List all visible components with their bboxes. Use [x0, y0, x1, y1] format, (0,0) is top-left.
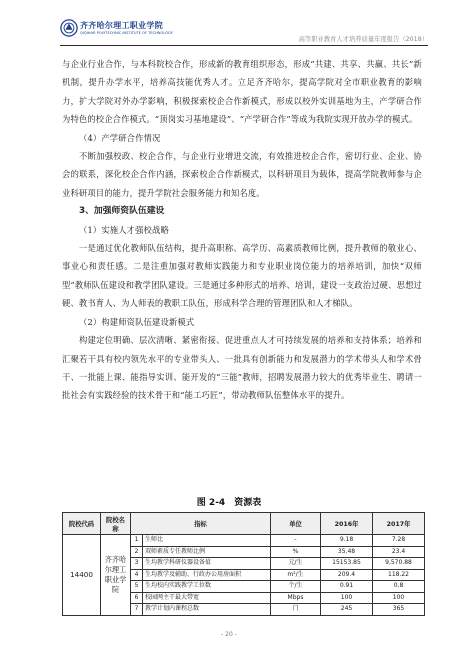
- column-header: 2016年: [321, 513, 373, 535]
- section-heading: 3、加强师资队伍建设: [79, 206, 165, 217]
- row-number: 5: [131, 581, 143, 593]
- paragraph: 不断加强校政、校企合作，与企业行业增进交流，有效推进校企合作，密切行业、企业、协会的联系，深化校企合作内涵，探索校企合作新模式，以科研项目为载体，提高学院教师参与企业科研项目的能力，提升学院社会服务能力和知名度。: [62, 151, 422, 198]
- column-header: 指标: [131, 513, 271, 535]
- indicator-cell: 生均教学及辅助、行政办公用房面积: [143, 569, 271, 581]
- paragraph: 构建定位明确、层次清晰、紧密衔接、促进重点人才可持续发展的培养和支持体系；培养和汇聚若干具有校内领先水平的专业带头人、一批具有创新能力和发展潜力的学术带头人和学术骨干、一批能上课、能指导实训、能开发的“三能”教师，招聘发展潜力较大的优秀毕业生、聘请一批社会有实践经验的技术骨干和“能工巧匠”，带动教师队伍整体水平的提升。: [62, 335, 422, 401]
- value-2016-cell: 15153.85: [321, 558, 373, 570]
- unit-cell: -: [271, 535, 321, 547]
- subheading: （2）构建师资队伍建设新模式: [79, 316, 195, 327]
- school-logo-icon: [60, 19, 78, 37]
- unit-cell: 元/生: [271, 558, 321, 570]
- subheading: （4）产学研合作情况: [79, 132, 161, 143]
- unit-cell: %: [271, 546, 321, 558]
- row-number: 4: [131, 569, 143, 581]
- column-header: 院校名称: [101, 513, 131, 535]
- row-number: 1: [131, 535, 143, 547]
- value-2017-cell: 7.28: [373, 535, 425, 547]
- row-number: 2: [131, 546, 143, 558]
- resource-table: [62, 512, 425, 616]
- value-2017-cell: 100: [373, 592, 425, 604]
- paragraph: 与企业行业合作，与本科院校合作，形成新的教育组织形态，形成“共建、共享、共赢、共长”新机制，提升办学水平，培养高技能优秀人才。立足齐齐哈尔，提高学院对全市职业教育的影响力，扩大学院对外办学影响，积极探索校企合作新模式，形成以校外实训基地为主，产学研合作为特色的校企合作模式。“顶岗实习基地建设”、“产学研合作”等成为我院实现开放办学的模式。: [62, 59, 422, 125]
- unit-cell: Mbps: [271, 592, 321, 604]
- value-2017-cell: 9,570.88: [373, 558, 425, 570]
- column-header: 院校代码: [63, 513, 101, 535]
- table-header-row: [63, 513, 425, 535]
- school-name-cell: 齐齐哈尔理工职业学院: [101, 535, 131, 616]
- column-header: 单位: [271, 513, 321, 535]
- unit-cell: 门: [271, 604, 321, 616]
- unit-cell: 个/生: [271, 581, 321, 593]
- report-title: 高等职业教育人才培养质量年度报告（2018）: [298, 36, 428, 43]
- indicator-cell: 生均教学科研仪器设备值: [143, 558, 271, 570]
- unit-cell: m²/生: [271, 569, 321, 581]
- indicator-cell: 双师素质专任教师比例: [143, 546, 271, 558]
- indicator-cell: 生均校内实践教学工位数: [143, 581, 271, 593]
- value-2016-cell: 100: [321, 592, 373, 604]
- row-number: 7: [131, 604, 143, 616]
- value-2017-cell: 365: [373, 604, 425, 616]
- value-2017-cell: 0.8: [373, 581, 425, 593]
- value-2016-cell: 9.18: [321, 535, 373, 547]
- value-2016-cell: 0.91: [321, 581, 373, 593]
- school-name-cn: 齐齐哈尔理工职业学院: [80, 21, 163, 30]
- subheading: （1）实施人才强校战略: [79, 224, 169, 235]
- page-number: - 20 -: [221, 631, 237, 638]
- value-2016-cell: 209.4: [321, 569, 373, 581]
- table-title: 图 2-4 资源表: [196, 498, 262, 508]
- table-row: [63, 535, 425, 547]
- page-header: [60, 15, 428, 46]
- school-name-en: QIQIHAR POLYTECHNIC INSTITUTE OF TECHNOLOGY: [80, 31, 173, 35]
- indicator-cell: 生师比: [143, 535, 271, 547]
- value-2017-cell: 118.22: [373, 569, 425, 581]
- row-number: 6: [131, 592, 143, 604]
- body-text: [62, 55, 422, 405]
- column-header: 2017年: [373, 513, 425, 535]
- row-number: 3: [131, 558, 143, 570]
- paragraph: 一是通过优化教师队伍结构，提升高职称、高学历、高素质教师比例，提升教师的敬业心、事业心和责任感。二是注重加强对教师实践能力和专业职业岗位能力的培养培训，加快“双师型”教师队伍建设和教学团队建设。三是通过多种形式的培养、培训，建设一支政治过硬、思想过硬、教书育人、为人师表的教职工队伍，形成科学合理的管理团队和人才梯队。: [62, 243, 422, 309]
- school-code-cell: 14400: [63, 535, 101, 616]
- indicator-cell: 校园网主干最大带宽: [143, 592, 271, 604]
- value-2016-cell: 35.48: [321, 546, 373, 558]
- value-2017-cell: 23.4: [373, 546, 425, 558]
- indicator-cell: 教学计划内课程总数: [143, 604, 271, 616]
- value-2016-cell: 245: [321, 604, 373, 616]
